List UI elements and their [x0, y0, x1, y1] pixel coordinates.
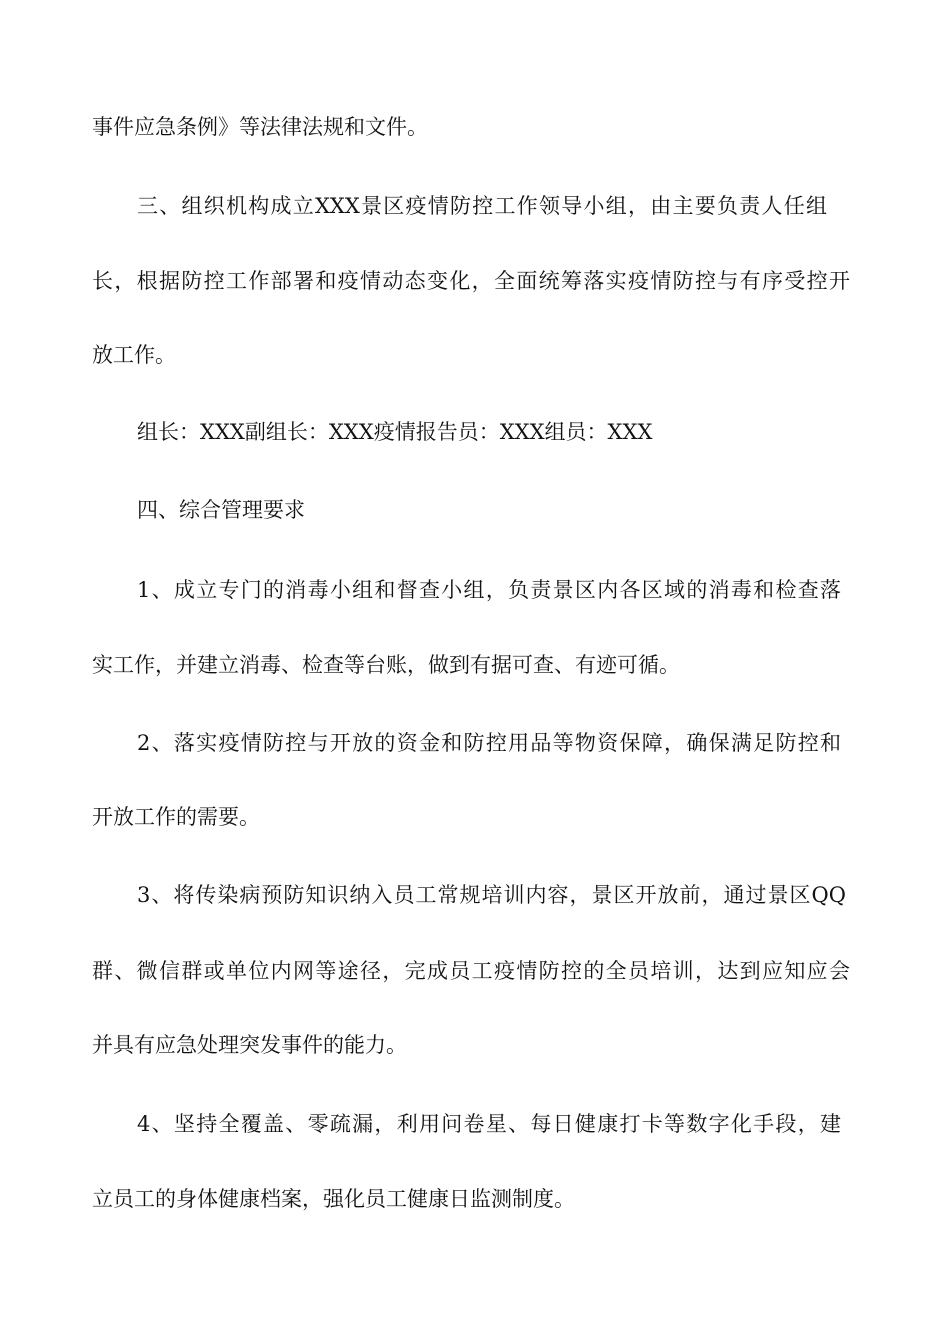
- paragraph-line: 放工作。: [92, 343, 176, 367]
- paragraph-line: 群、微信群或单位内网等途径，完成员工疫情防控的全员培训，达到应知应会: [92, 959, 850, 983]
- team-roster-line: 组长：XXX副组长：XXX疫情报告员：XXX组员：XXX: [137, 420, 653, 444]
- list-item-3: 3、将传染病预防知识纳入员工常规培训内容，景区开放前，通过景区QQ: [137, 883, 846, 907]
- paragraph-line: 并具有应急处理突发事件的能力。: [92, 1033, 407, 1057]
- section-heading-management: 四、综合管理要求: [137, 498, 305, 522]
- paragraph-line: 开放工作的需要。: [92, 805, 260, 829]
- paragraph-line: 长，根据防控工作部署和疫情动态变化，全面统筹落实疫情防控与有序受控开: [92, 269, 850, 293]
- section-heading-organization: 三、组织机构成立XXX景区疫情防控工作领导小组，由主要负责人任组: [137, 194, 827, 218]
- list-item-1: 1、成立专门的消毒小组和督查小组，负责景区内各区域的消毒和检查落: [137, 578, 841, 602]
- paragraph-line: 事件应急条例》等法律法规和文件。: [92, 115, 428, 139]
- paragraph-line: 实工作，并建立消毒、检查等台账，做到有据可查、有迹可循。: [92, 653, 680, 677]
- list-item-4: 4、坚持全覆盖、零疏漏，利用问卷星、每日健康打卡等数字化手段，建: [137, 1112, 841, 1136]
- list-item-2: 2、落实疫情防控与开放的资金和防控用品等物资保障，确保满足防控和: [137, 731, 841, 755]
- paragraph-line: 立员工的身体健康档案，强化员工健康日监测制度。: [92, 1187, 575, 1211]
